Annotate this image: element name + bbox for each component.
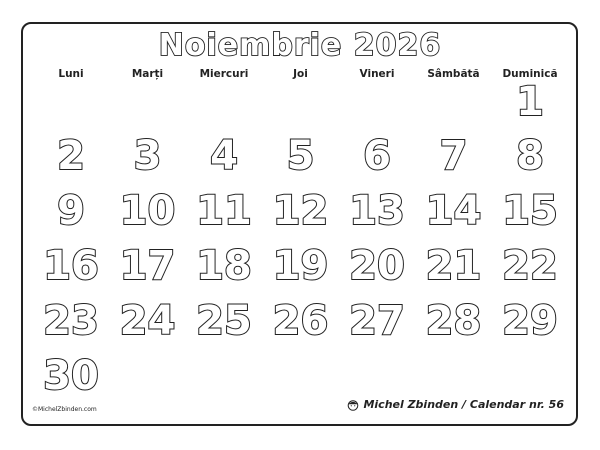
day-cell: 1 [516,79,544,125]
day-cell: 20 [349,243,405,289]
calendar-title: Noiembrie 2026 [158,28,442,63]
day-cell: 9 [57,188,85,234]
day-cell: 30 [43,353,99,399]
day-cell: 18 [196,243,252,289]
day-cell: 23 [43,298,99,344]
day-cell: 13 [349,188,405,234]
day-cell: 21 [425,243,482,289]
day-cell: 24 [119,298,176,344]
weekday-0: Luni [58,68,84,80]
day-cell: 8 [516,133,544,179]
day-cell: 14 [425,188,482,234]
day-cell: 6 [363,133,391,179]
day-cell: 11 [196,188,252,234]
day-cell: 16 [43,243,99,289]
weekday-5: Sâmbătă [427,68,480,80]
day-cell: 2 [57,133,85,179]
day-cell: 22 [502,243,558,289]
website-label: ©MichelZbinden.com [32,406,97,413]
weekday-1: Marți [131,68,164,80]
day-cell: 27 [349,298,405,344]
day-cell: 7 [439,133,468,179]
day-cell: 19 [272,243,329,289]
weekday-3: Joi [293,68,308,80]
weekday-6: Duminică [502,68,558,80]
day-cell: 5 [286,133,315,179]
day-cell: 26 [272,298,329,344]
credit-line [347,398,564,411]
day-cell: 3 [133,133,162,179]
day-cell: 4 [210,133,238,179]
day-cell: 10 [119,188,176,234]
day-cell: 25 [196,298,252,344]
day-cell: 29 [502,298,558,344]
day-cell: 12 [272,188,329,234]
day-cell: 28 [425,298,482,344]
credit-text: Michel Zbinden / Calendar nr. 56 [363,398,564,411]
day-cell: 15 [502,188,558,234]
face-icon [347,399,359,411]
weekday-2: Miercuri [199,68,249,80]
day-cell: 17 [119,243,176,289]
weekday-4: Vineri [359,68,395,80]
